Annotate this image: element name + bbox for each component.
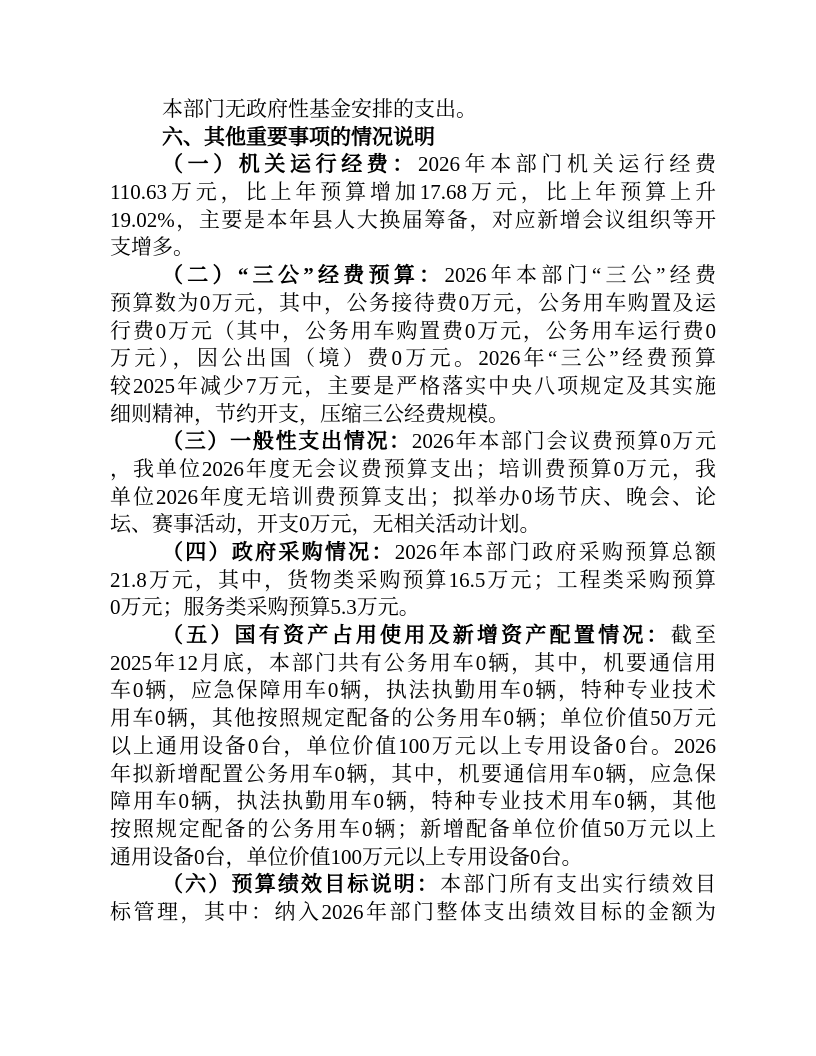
line-text: 支增多。 — [110, 235, 194, 260]
line-text: 本部门所有支出实行绩效目 — [440, 872, 716, 897]
paragraph-line — [110, 207, 716, 235]
paragraph-line — [110, 290, 716, 318]
paragraph-line — [110, 677, 716, 705]
line-text: 21.8万元，其中，货物类采购预算16.5万元；工程类采购预算 — [110, 567, 716, 592]
subsection-heading-line — [110, 428, 716, 456]
line-text: ，我单位2026年度无会议费预算支出；培训费预算0万元，我 — [110, 456, 716, 481]
line-text: 通用设备0台，单位价值100万元以上专用设备0台。 — [110, 844, 583, 869]
line-text: 本部门无政府性基金安排的支出。 — [162, 97, 477, 121]
line-text: 车0辆，应急保障用车0辆，执法执勤用车0辆，特种专业技术 — [110, 678, 716, 703]
line-text: 0万元；服务类采购预算5.3万元。 — [110, 595, 420, 620]
paragraph-line — [110, 456, 716, 484]
line-text: 以上通用设备0台，单位价值100万元以上专用设备0台。2026 — [110, 733, 716, 758]
subsection-heading-line — [110, 622, 716, 650]
line-text: 单位2026年度无培训费预算支出；拟举办0场节庆、晚会、论 — [110, 484, 716, 509]
line-text: 坛、赛事活动，开支0万元，无相关活动计划。 — [110, 512, 541, 537]
line-text: 19.02%，主要是本年县人大换届筹备，对应新增会议组织等开 — [110, 207, 716, 232]
paragraph-line — [110, 816, 716, 844]
line-bold-text: （二）“三公”经费预算： — [162, 263, 445, 288]
subsection-heading-line — [110, 539, 716, 567]
paragraph-line — [110, 179, 716, 207]
line-text: 110.63万元，比上年预算增加17.68万元，比上年预算上升 — [110, 180, 716, 205]
line-text: 2026年本部门政府采购预算总额 — [394, 540, 716, 564]
line-text: 2026年本部门“三公”经费 — [444, 263, 716, 288]
paragraph-line — [110, 761, 716, 789]
paragraph-line — [110, 899, 716, 927]
paragraph-line — [110, 788, 716, 816]
line-text: 行费0万元（其中，公务用车购置费0万元，公务用车运行费0 — [110, 318, 716, 343]
line-bold-text: （四）政府采购情况： — [162, 540, 395, 564]
paragraph-line — [110, 511, 716, 539]
line-bold-text: （五）国有资产占用使用及新增资产配置情况： — [162, 623, 671, 648]
line-text: 障用车0辆，执法执勤用车0辆，特种专业技术用车0辆，其他 — [110, 789, 716, 814]
line-bold-text: （一）机关运行经费： — [162, 152, 418, 177]
paragraph-line — [110, 484, 716, 512]
subsection-heading-line — [110, 151, 716, 179]
paragraph-line — [110, 733, 716, 761]
paragraph-line — [110, 567, 716, 595]
line-text: 2026年本部门会议费预算0万元 — [411, 429, 716, 454]
subsection-heading-line — [110, 262, 716, 290]
paragraph-line — [110, 594, 716, 622]
line-text: 预算数为0万元，其中，公务接待费0万元，公务用车购置及运 — [110, 290, 716, 315]
paragraph-line — [110, 401, 716, 429]
line-text: 年拟新增配置公务用车0辆，其中，机要通信用车0辆，应急保 — [110, 761, 716, 786]
paragraph-line — [110, 96, 716, 124]
line-text: 标管理，其中：纳入2026年部门整体支出绩效目标的金额为 — [110, 899, 716, 924]
paragraph-line — [110, 318, 716, 346]
paragraph-line — [110, 705, 716, 733]
line-bold-text: 六、其他重要事项的情况说明 — [162, 124, 435, 149]
line-bold-text: （六）预算绩效目标说明： — [162, 872, 441, 897]
line-text: 细则精神，节约开支，压缩三公经费规模。 — [110, 401, 509, 426]
section-heading — [110, 124, 716, 152]
line-text: 万元），因公出国（境）费0万元。2026年“三公”经费预算 — [110, 346, 716, 371]
line-text: 较2025年减少7万元，主要是严格落实中央八项规定及其实施 — [110, 373, 716, 398]
line-text: 2025年12月底，本部门共有公务用车0辆，其中，机要通信用 — [110, 650, 716, 675]
paragraph-line — [110, 373, 716, 401]
line-text: 2026年本部门机关运行经费 — [418, 152, 716, 177]
paragraph-line — [110, 234, 716, 262]
line-text: 截至 — [670, 623, 716, 648]
paragraph-line — [110, 844, 716, 872]
line-text: 用车0辆，其他按照规定配备的公务用车0辆；单位价值50万元 — [110, 706, 716, 731]
paragraph-line — [110, 345, 716, 373]
line-bold-text: （三）一般性支出情况： — [162, 429, 412, 454]
subsection-heading-line — [110, 871, 716, 899]
paragraph-line — [110, 650, 716, 678]
line-text: 按照规定配备的公务用车0辆；新增配备单位价值50万元以上 — [110, 816, 716, 841]
